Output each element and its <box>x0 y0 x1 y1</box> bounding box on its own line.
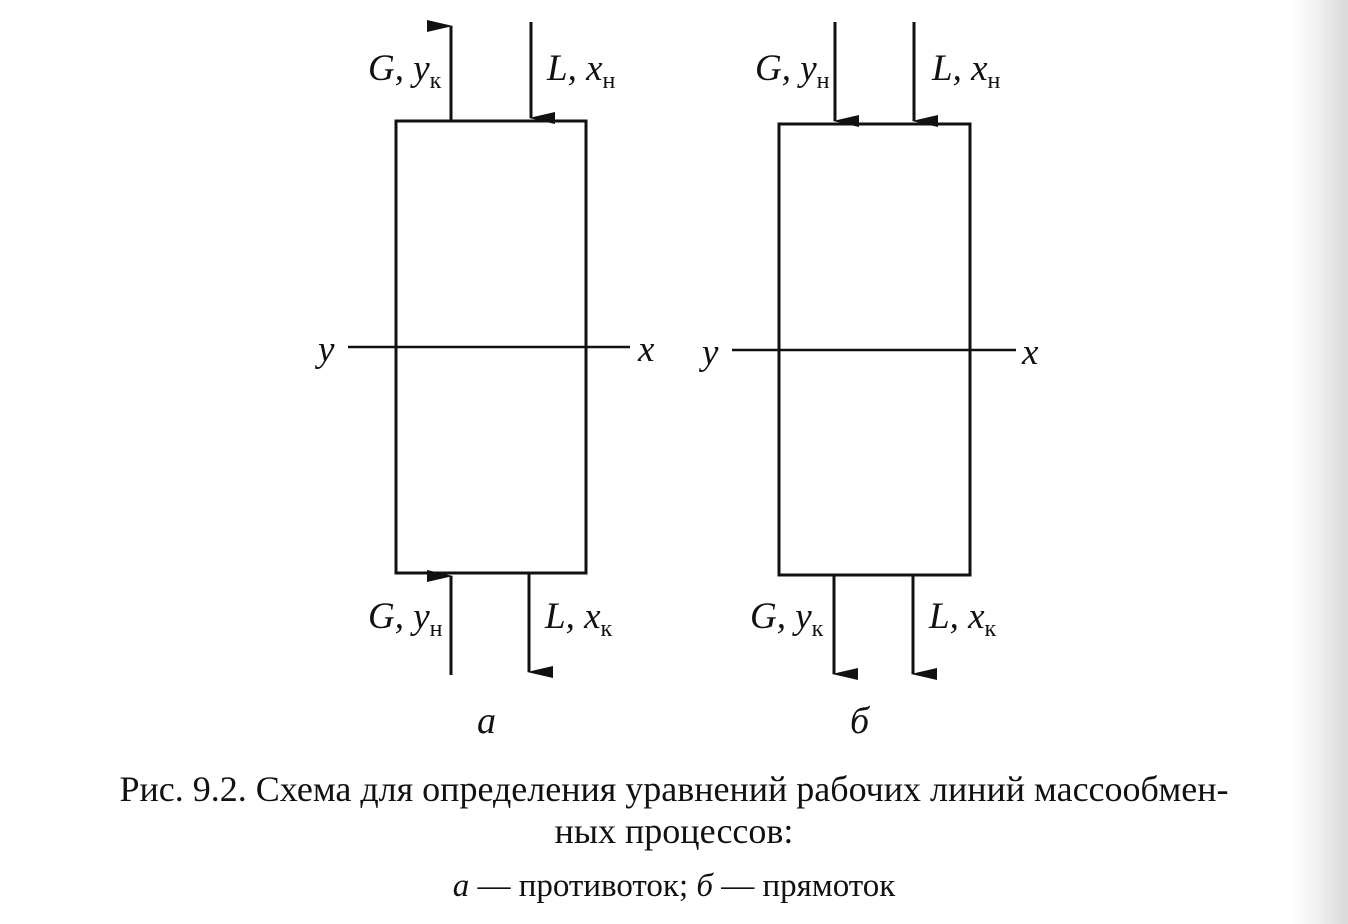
label-liquid-top-a: L, $x_н$ <box>547 48 616 94</box>
section-label-y-a: y <box>318 329 335 370</box>
caption-line-2: ных процессов: <box>554 811 794 851</box>
section-label-x-a: x <box>638 329 655 370</box>
panel-a <box>314 22 655 742</box>
caption-text-b: — прямоток <box>712 868 896 904</box>
section-label-x-b: x <box>1022 332 1039 373</box>
label-liquid-bottom-b: L, $x_к$ <box>929 596 997 642</box>
label-gas-bottom-a: G, $y_н$ <box>368 596 443 642</box>
label-liquid-bottom-a: L, $x_к$ <box>545 596 613 642</box>
caption-letter-b: б <box>696 868 713 904</box>
caption-line-3 <box>0 868 1348 905</box>
panel-b <box>698 22 1039 742</box>
caption-line-1: Рис. 9.2. Схема для определения уравнений рабочих линий массообмен- <box>119 769 1229 809</box>
label-liquid-top-b: L, $x_н$ <box>932 48 1001 94</box>
panel-letter-b: б <box>850 700 870 742</box>
caption-letter-a: а <box>452 868 470 904</box>
caption-text-a: — противоток; <box>469 868 697 904</box>
label-gas-bottom-b: G, $y_к$ <box>750 596 824 642</box>
label-gas-top-b: G, $y_н$ <box>755 48 830 94</box>
label-gas-top-a: G, $y_к$ <box>368 48 442 94</box>
panel-letter-a: а <box>477 700 496 742</box>
section-label-y-b: y <box>702 332 719 373</box>
